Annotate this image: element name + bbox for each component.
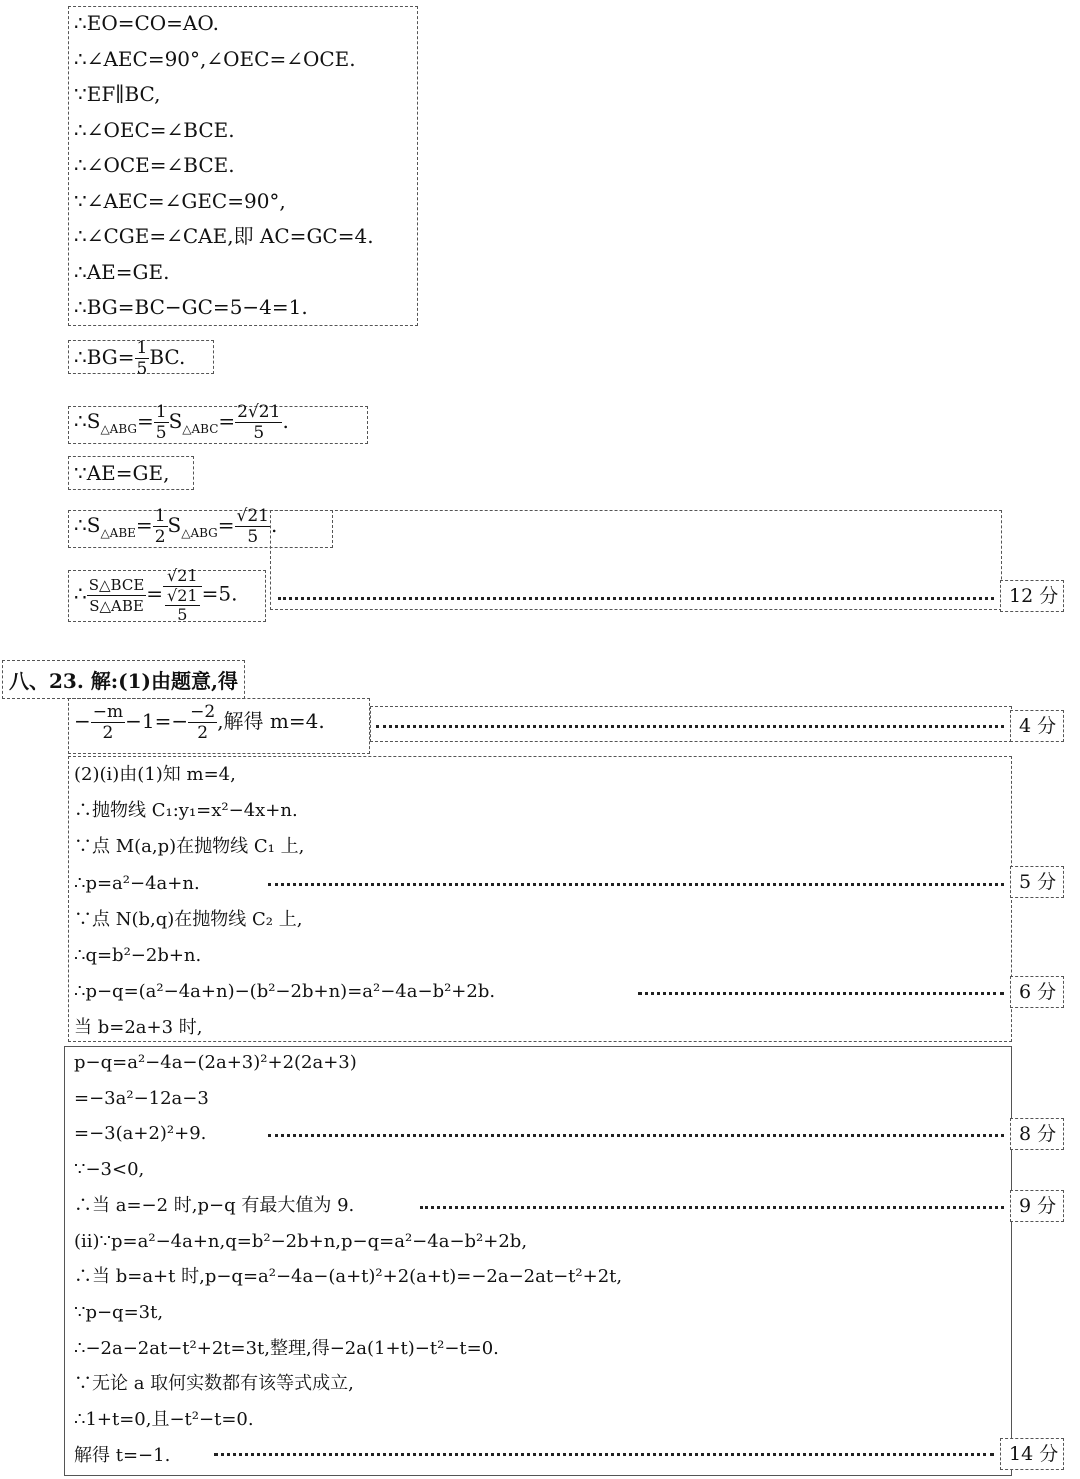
proof-line: ∴AE=GE. [74,259,170,284]
s-abe-sub: △ABE [100,526,136,540]
proof-line: 当 b=2a+3 时, [74,1017,203,1039]
dots-6 [638,992,1004,995]
score-12: 12 分 [1000,580,1064,612]
proof-line: ∵−3<0, [74,1159,145,1181]
dots-12 [278,597,994,600]
score-14: 14 分 [1000,1438,1064,1470]
s-abe-frac2-den: 5 [247,527,259,547]
ratio-frac-right-den [163,587,202,624]
bg-fraction [135,338,150,379]
ratio-post: =5. [201,581,238,606]
s-abg-frac2-den: 5 [253,423,265,443]
s-abg-line [74,402,289,443]
proof-line: ∴∠OEC=∠BCE. [74,117,235,142]
proof-line: ∴∠OCE=∠BCE. [74,153,235,177]
s-abe-frac1 [153,506,168,547]
proof-line: ∴q=b²−2b+n. [74,945,202,966]
s-abg-sub: △ABG [100,422,137,436]
s-abg-frac1-den: 5 [155,423,167,443]
proof-line: ∴∠AEC=90°,∠OEC=∠OCE. [74,46,356,71]
score-4-region [370,706,1012,742]
s-abe-line [74,506,277,547]
m-mid: −1=− [125,709,189,733]
proof-line: 解得 t=−1. [74,1444,171,1466]
proof-line: ∴抛物线 C₁:y₁=x²−4x+n. [74,800,298,822]
proof-line: ∴1+t=0,且−t²−t=0. [74,1409,254,1430]
score-4: 4 分 [1010,710,1064,742]
proof-line: =−3(a+2)²+9. [74,1123,207,1145]
s-abg-eq2: = [218,409,236,433]
proof-line: ∵点 M(a,p)在抛物线 C₁ 上, [74,836,305,858]
ratio-frac-left-den: S△ABE [89,596,144,615]
proof-line: ∴当 b=a+t 时,p−q=a²−4a−(a+t)²+2(a+t)=−2a−2at−t²+2t, [74,1266,623,1288]
m-frac2-num: −2 [190,702,216,722]
m-frac1 [91,702,125,743]
bg-post: BC. [149,345,186,369]
m-frac2-den: 2 [197,723,209,743]
proof-line: ∴当 a=−2 时,p−q 有最大值为 9. [74,1194,355,1216]
s-abe-frac1-num: 1 [154,506,166,526]
ratio-frac-right-num: √21 [163,566,202,587]
m-frac1-den: 2 [102,723,114,743]
bg-fraction-den: 5 [136,359,148,379]
s-abg-mid: S [168,409,183,433]
s-abe-eq: = [135,513,153,537]
s-abe-end: . [270,513,278,537]
s-abg-frac2-num: 2√21 [237,402,281,422]
dots-4 [376,725,1004,728]
bg-pre: ∴BG= [74,345,135,369]
problem-23-header: 八、23. 解:(1)由题意,得 [2,660,245,699]
proof-line: ∴−2a−2at−t²+2t=3t,整理,得−2a(1+t)−t²−t=0. [74,1337,499,1359]
s-abe-frac1-den: 2 [154,527,166,547]
proof-line: =−3a²−12a−3 [74,1087,209,1109]
m-post: ,解得 m=4. [217,709,325,733]
proof-line: ∵无论 a 取何实数都有该等式成立, [74,1373,354,1395]
bg-line [74,338,185,379]
m-frac1-num: −m [92,702,124,722]
proof-line: ∴∠CGE=∠CAE,即 AC=GC=4. [74,224,374,248]
ratio-pre: ∴ [74,581,87,606]
s-abg-eq: = [136,409,154,433]
s-abg-pre: ∴S [74,409,101,433]
score-9: 9 分 [1010,1190,1064,1222]
proof-line: ∴p−q=(a²−4a+n)−(b²−2b+n)=a²−4a−b²+2b. [74,981,496,1003]
ratio-frac-left-num: S△BCE [88,575,145,594]
dots-5 [268,883,1004,886]
score-5: 5 分 [1010,866,1064,898]
proof-line: ∵∠AEC=∠GEC=90°, [74,188,286,213]
s-abg-frac1 [154,402,169,443]
proof-line: (2)(ⅰ)由(1)知 m=4, [74,764,236,785]
dots-14 [214,1453,994,1456]
ratio-line [74,566,237,624]
ae-ge-line: ∵AE=GE, [74,461,170,485]
proof-line: ∴p=a²−4a+n. [74,872,200,894]
s-abg-end: . [282,409,289,433]
proof-line: (ⅱ)∵p=a²−4a+n,q=b²−2b+n,p−q=a²−4a−b²+2b, [74,1230,528,1252]
proof-line: ∵p−q=3t, [74,1301,164,1323]
ratio-frac-left [87,575,147,616]
ratio-frac-right [163,566,202,624]
proof-line: ∴BG=BC−GC=5−4=1. [74,295,308,319]
ratio-inner-num: √21 [167,586,198,605]
proof-line: ∵点 N(b,q)在抛物线 C₂ 上, [74,908,303,930]
proof-line: p−q=a²−4a−(2a+3)²+2(2a+3) [74,1052,357,1073]
m-line: − $\frac{-m}{2}$ −1=− $\frac{-2}{2}$ ,解得 m=4. [74,702,325,743]
s-abe-mid: S [167,513,182,537]
score-6: 6 分 [1010,976,1064,1008]
dots-8 [268,1134,1004,1137]
s-abe-frac2-num: √21 [236,506,269,526]
ratio-eq: = [146,581,164,606]
score-12-region [270,510,1002,610]
s-abg-frac2 [235,402,282,443]
s-abe-frac2 [235,506,271,547]
score-8: 8 分 [1010,1118,1064,1150]
dots-9 [420,1206,1004,1209]
s-abg-frac1-num: 1 [155,402,167,422]
ratio-inner-den: 5 [177,605,188,624]
s-abe-eq2: = [217,513,235,537]
proof-line: ∴EO=CO=AO. [74,11,219,35]
bg-fraction-num: 1 [136,338,148,358]
s-abe-pre: ∴S [74,513,101,537]
s-abe-sub2: △ABG [181,526,218,540]
s-abg-sub2: △ABC [182,422,219,436]
proof-line: ∵EF∥BC, [74,82,161,106]
m-frac2 [188,702,217,743]
